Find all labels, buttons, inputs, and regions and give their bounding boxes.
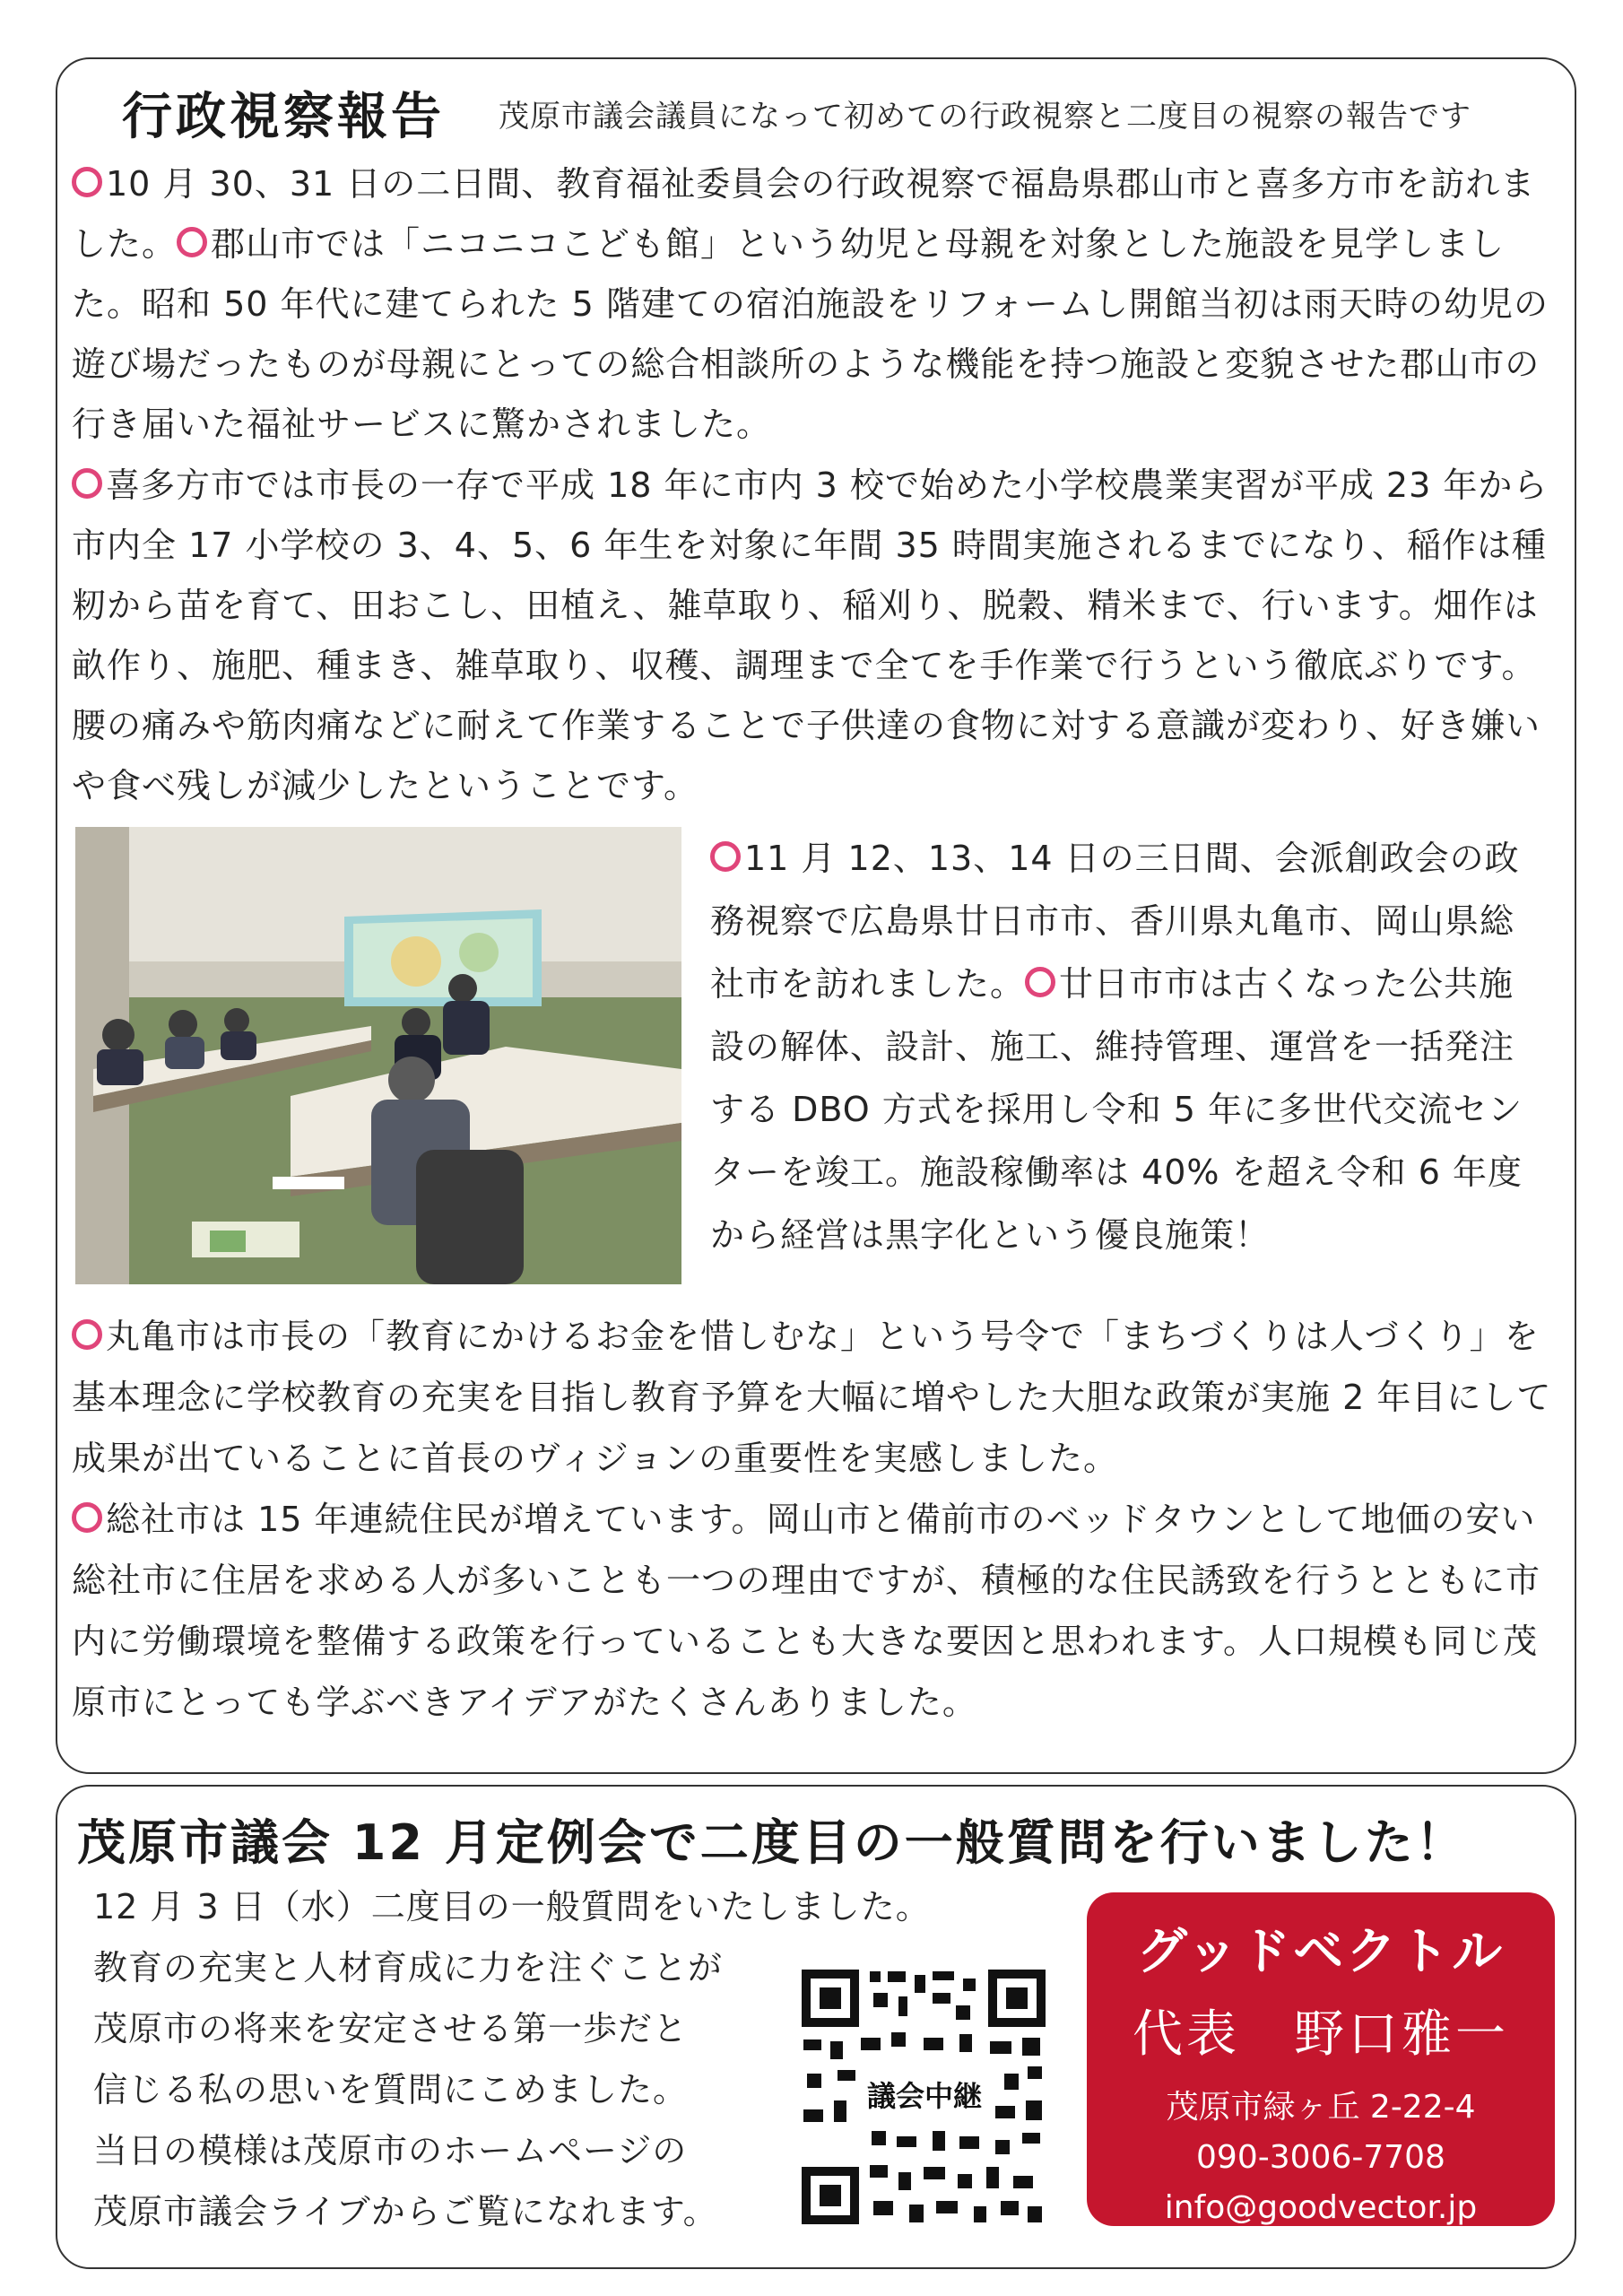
report-paragraph-hatsukaichi [710, 827, 1544, 1266]
circle-bullet-icon [1025, 967, 1055, 997]
paragraph-text: 総社市は 15 年連続住民が増えています。岡山市と備前市のベッドタウンとして地価の安い総社市に住居を求める人が多いことも一つの理由ですが、積極的な住民誘致を行うとともに市内に労働環境を整備する政策を行っていることも大きな要因と思われます。人口規模も同じ茂原市にとっても学ぶべきアイデアがたくさんありました。 [72, 1500, 1541, 1722]
paragraph-text: 11 月 12、13、14 日の三日間、会派創政会の政務視察で広島県廿日市市、香川県丸亀市、岡山県総社市を訪れました。 [710, 839, 1520, 1004]
brand-name: グッドベクトル [1136, 1923, 1506, 1981]
report-title: 行政視察報告 [122, 88, 445, 146]
report-paragraph-kitakata [72, 456, 1549, 816]
question-line: 教育の充実と人材育成に力を注ぐことが [93, 1948, 724, 1987]
qr-label: 議会中継 [866, 2079, 983, 2113]
inspection-report-panel [56, 57, 1576, 1774]
question-line: 茂原市議会ライブからご覧になれます。 [93, 2192, 718, 2231]
paragraph-text: 10 月 30、31 日の二日間、教育福祉委員会の行政視察で福島県郡山市と喜多方市を訪れました。 [72, 164, 1536, 264]
contact-email[interactable]: info@goodvector.jp [1164, 2189, 1478, 2226]
circle-bullet-icon [177, 227, 207, 257]
contact-box [1087, 1892, 1555, 2226]
contact-address: 茂原市緑ヶ丘 2-22-4 [1166, 2089, 1476, 2126]
paragraph-text: 廿日市市は古くなった公共施設の解体、設計、施工、維持管理、運営を一括発注する DBO 方式を採用し令和 5 年に多世代交流センターを竣工。施設稼働率は 40% を超え令和 6 年度から経営は黒字化という優良施策！ [710, 964, 1523, 1255]
meeting-room-illustration [75, 827, 681, 1284]
question-title: 茂原市議会 12 月定例会で二度目の一般質問を行いました！ [77, 1814, 1467, 1871]
circle-bullet-icon [72, 167, 102, 197]
qr-code-icon[interactable] [798, 1966, 1049, 2228]
question-line: 12 月 3 日（水）二度目の一般質問をいたしました。 [93, 1887, 931, 1926]
paragraph-text: 丸亀市は市長の「教育にかけるお金を惜しむな」という号令で「まちづくりは人づくり」を基本理念に学校教育の充実を目指し教育予算を大幅に増やした大胆な政策が実施 2 年目にして成果が出ていることに首長のヴィジョンの重要性を実感しました。 [72, 1317, 1552, 1478]
circle-bullet-icon [72, 468, 102, 499]
question-line: 茂原市の将来を安定させる第一歩だと [93, 2009, 689, 2048]
question-line: 当日の模様は茂原市のホームページの [93, 2131, 688, 2170]
report-paragraph-marugame-soja [72, 1306, 1560, 1733]
circle-bullet-icon [710, 841, 741, 872]
question-line: 信じる私の思いを質問にこめました。 [93, 2070, 689, 2109]
contact-phone[interactable]: 090-3006-7708 [1196, 2139, 1445, 2176]
representative-name: 代表 野口雅一 [1133, 2005, 1509, 2064]
report-subtitle: 茂原市議会議員になって初めての行政視察と二度目の視察の報告です [499, 99, 1471, 135]
general-question-panel [56, 1785, 1576, 2269]
report-paragraph-koriyama [72, 154, 1549, 455]
circle-bullet-icon [72, 1502, 102, 1533]
circle-bullet-icon [72, 1319, 102, 1350]
paragraph-text: 喜多方市では市長の一存で平成 18 年に市内 3 校で始めた小学校農業実習が平成 23 年から市内全 17 小学校の 3、4、5、6 年生を対象に年間 35 時間実施されるまでになり、稲作は種籾から苗を育て、田おこし、田植え、雑草取り、稲刈り、脱穀、精米まで、行います。畑作は畝作り、施肥、種まき、雑草取り、収穫、調理まで全てを手作業で行うという徹底ぶりです。腰の痛みや筋肉痛などに耐えて作業することで子供達の食物に対する意識が変わり、好き嫌いや食べ残しが減少したということです。 [72, 465, 1549, 805]
meeting-photo [75, 827, 681, 1284]
paragraph-text: 郡山市では「ニコニコこども館」という幼児と母親を対象とした施設を見学しました。昭和 50 年代に建てられた 5 階建ての宿泊施設をリフォームし開館当初は雨天時の幼児の遊び場だったものが母親にとっての総合相談所のような機能を持つ施設と変貌させた郡山市の行き届いた福祉サービスに驚かされました。 [72, 224, 1549, 444]
